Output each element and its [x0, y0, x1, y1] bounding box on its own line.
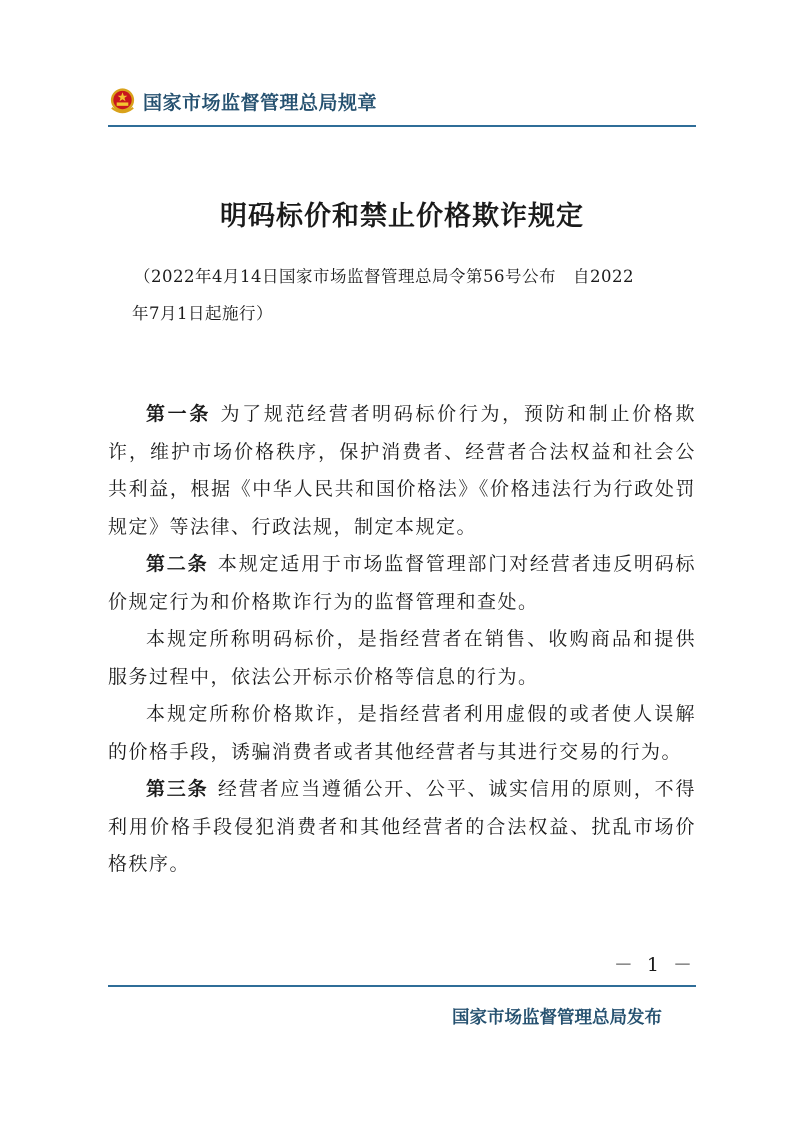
- article-label: 第一条: [146, 403, 211, 425]
- header-divider: [108, 125, 696, 127]
- page-header: [108, 84, 696, 118]
- header-title: 国家市场监督管理总局规章: [143, 91, 378, 114]
- footer-publisher: 国家市场监督管理总局发布: [452, 1008, 662, 1028]
- article-paragraph: [108, 771, 696, 884]
- article-paragraph: [108, 546, 696, 621]
- article-paragraph: [108, 696, 696, 771]
- article-paragraph: [108, 621, 696, 696]
- article-text: 为了规范经营者明码标价行为，预防和制止价格欺诈，维护市场价格秩序，保护消费者、经营者合法权益和社会公共利益，根据《中华人民共和国价格法》《价格违法行为行政处罚规定》等法律、行政法规，制定本规定。: [108, 403, 696, 538]
- article-text: 本规定所称价格欺诈，是指经营者利用虚假的或者使人误解的价格手段，诱骗消费者或者其他经营者与其进行交易的行为。: [108, 703, 696, 763]
- article-text: 本规定适用于市场监督管理部门对经营者违反明码标价规定行为和价格欺诈行为的监督管理和查处。: [108, 553, 696, 613]
- article-text: 经营者应当遵循公开、公平、诚实信用的原则，不得利用价格手段侵犯消费者和其他经营者的合法权益、扰乱市场价格秩序。: [108, 778, 696, 875]
- national-emblem-icon: [108, 86, 137, 116]
- document-body: [108, 396, 696, 884]
- article-label: 第三条: [146, 778, 209, 800]
- page-number: － 1 －: [613, 954, 696, 976]
- article-text: 本规定所称明码标价，是指经营者在销售、收购商品和提供服务过程中，依法公开标示价格等信息的行为。: [108, 628, 696, 688]
- document-title: 明码标价和禁止价格欺诈规定: [220, 201, 584, 232]
- article-label: 第二条: [146, 553, 209, 575]
- document-subtitle: [134, 258, 698, 332]
- subtitle-line-1: （2022年4月14日国家市场监督管理总局令第56号公布 自2022: [134, 267, 634, 286]
- footer-divider: [108, 985, 696, 987]
- subtitle-line-2: 年7月1日起施行）: [132, 304, 273, 323]
- article-paragraph: [108, 396, 696, 546]
